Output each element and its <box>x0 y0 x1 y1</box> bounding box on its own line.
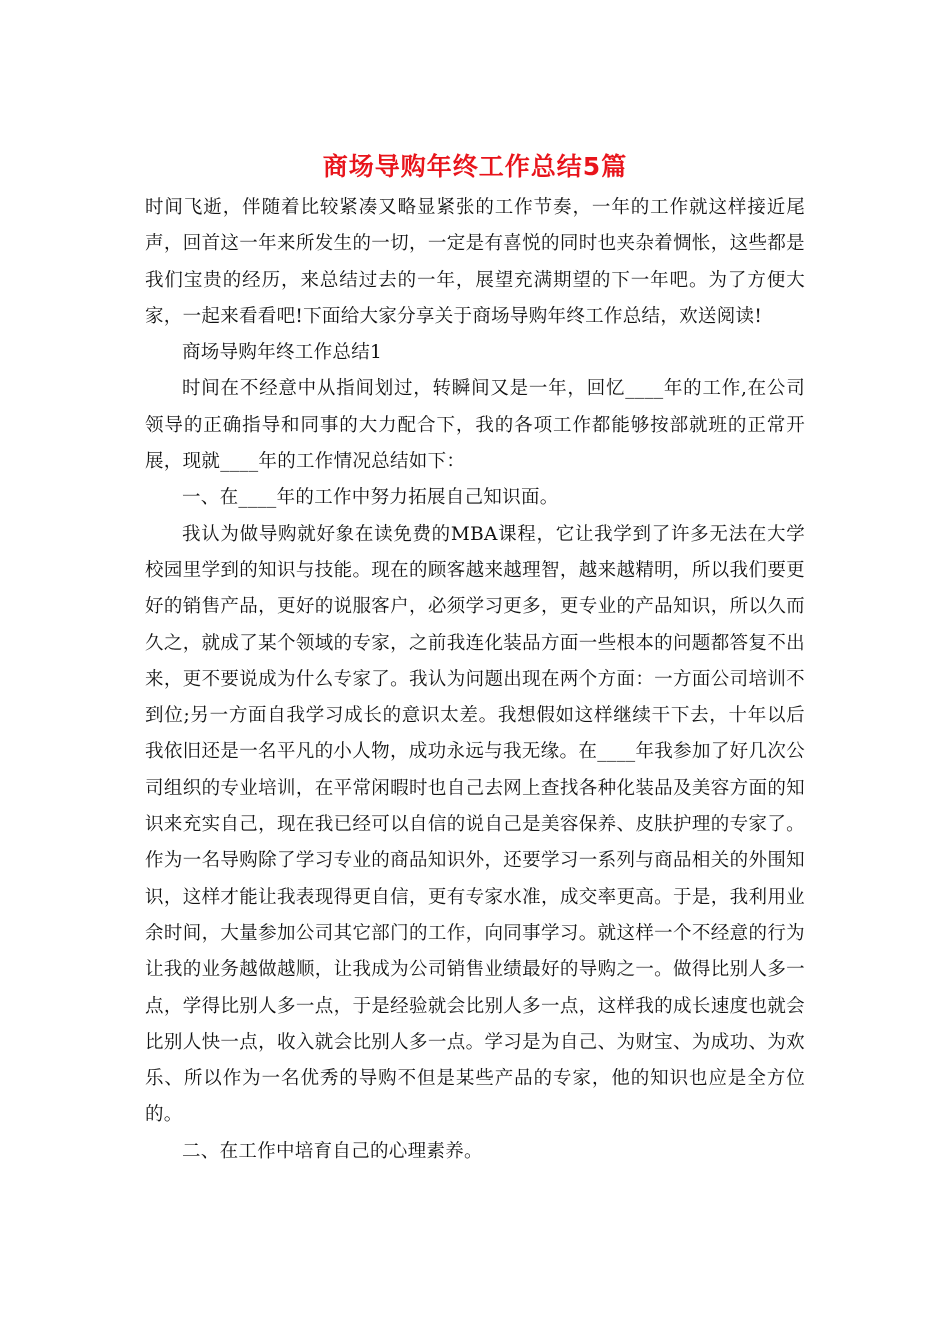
document-title: 商场导购年终工作总结5篇 <box>322 152 628 181</box>
section-title: 商场导购年终工作总结1 <box>182 342 383 364</box>
intro-paragraph: 时间飞逝，伴随着比较紧凑又略显紧张的工作节奏，一年的工作就这样接近尾声，回首这一年来所发生的一切，一定是有喜悦的同时也夹杂着惆怅，这些都是我们宝贵的经历，来总结过去的一年，展望充满期望的下一年吧。为了方便大家，一起来看看吧!下面给大家分享关于商场导购年终工作总结，欢送阅读! <box>145 197 805 327</box>
point-body-1: 我认为做导购就好象在读免费的MBA课程，它让我学到了许多无法在大学校园里学到的知识与技能。现在的顾客越来越理智，越来越精明，所以我们要更好的销售产品，更好的说服客户，必须学习更多，更专业的产品知识，所以久而久之，就成了某个领域的专家，之前我连化装品方面一些根本的问题都答复不出来，更不要说成为什么专家了。我认为问题出现在两个方面：一方面公司培训不到位;另一方面自我学习成长的意识太差。我想假如这样继续干下去，十年以后我依旧还是一名平凡的小人物，成功永远与我无缘。在____年我参加了好几次公司组织的专业培训，在平常闲暇时也自己去网上查找各种化装品及美容方面的知识来充实自己，现在我已经可以自信的说自己是美容保养、皮肤护理的专家了。作为一名导购除了学习专业的商品知识外，还要学习一系列与商品相关的外围知识，这样才能让我表现得更自信，更有专家水准，成交率更高。于是，我利用业余时间，大量参加公司其它部门的工作，向同事学习。就这样一个不经意的行为让我的业务越做越顺，让我成为公司销售业绩最好的导购之一。做得比别人多一点，学得比别人多一点，于是经验就会比别人多一点，这样我的成长速度也就会比别人快一点，收入就会比别人多一点。学习是为自己、为财宝、为成功、为欢乐、所以作为一名优秀的导购不但是某些产品的专家，他的知识也应是全方位的。 <box>145 523 805 1126</box>
section-intro-paragraph: 时间在不经意中从指间划过，转瞬间又是一年，回忆____年的工作,在公司领导的正确指导和同事的大力配合下，我的各项工作都能够按部就班的正常开展，现就____年的工作情况总结如下： <box>145 378 805 473</box>
document-body <box>145 190 805 1170</box>
point-heading-1: 一、在____年的工作中努力拓展自己知识面。 <box>182 487 559 509</box>
point-heading-2: 二、在工作中培育自己的心理素养。 <box>182 1140 483 1162</box>
